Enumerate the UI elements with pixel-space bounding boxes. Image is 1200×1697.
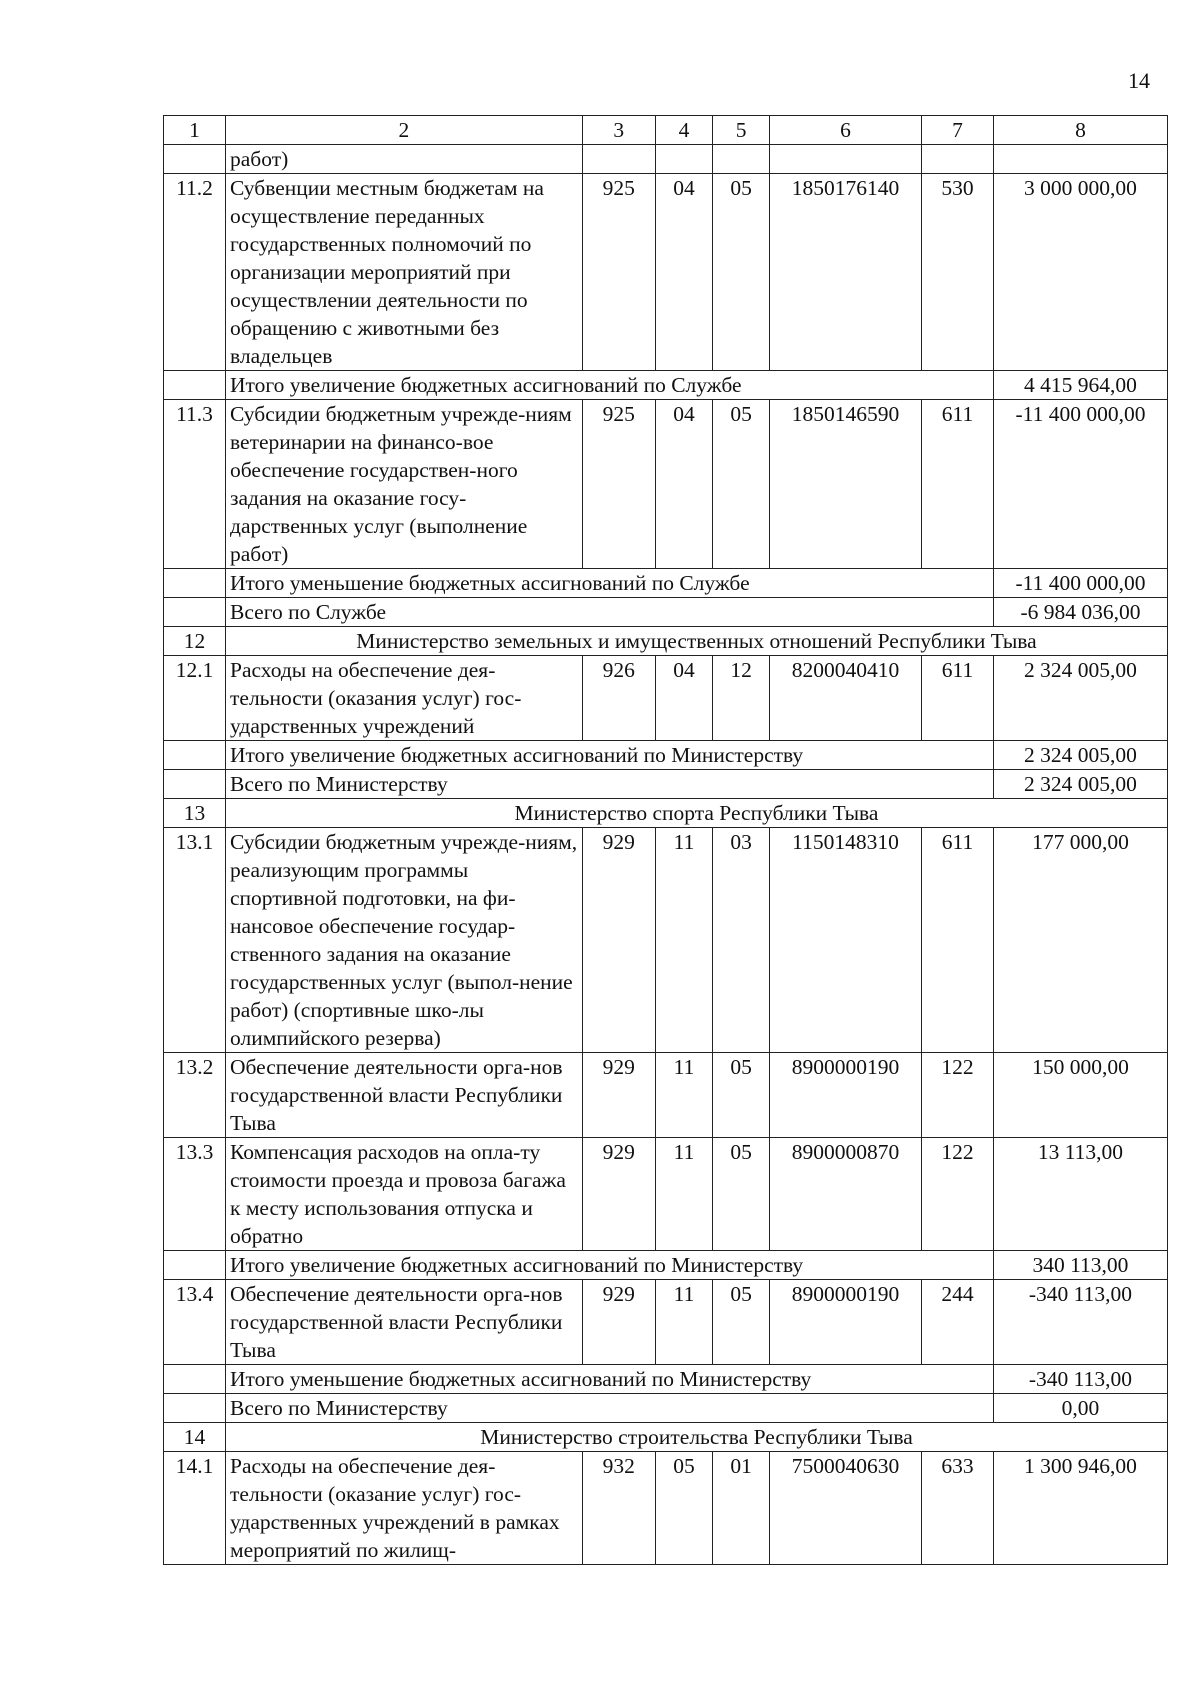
- row-amount: 177 000,00: [993, 828, 1167, 1053]
- row-col3: 929: [582, 1280, 655, 1365]
- total-label: Всего по Министерству: [226, 1394, 994, 1423]
- row-number: 11.2: [164, 174, 226, 371]
- header-cell: 8: [993, 116, 1167, 145]
- row-col7: 611: [922, 656, 994, 741]
- row-col3: 926: [582, 656, 655, 741]
- row-number: 11.3: [164, 400, 226, 569]
- row-col5: 05: [713, 1280, 770, 1365]
- table-row: [164, 1138, 1168, 1251]
- section-row: [164, 799, 1168, 828]
- total-amount: -340 113,00: [993, 1365, 1167, 1394]
- row-amount: -11 400 000,00: [993, 400, 1167, 569]
- section-title: Министерство спорта Республики Тыва: [226, 799, 1168, 828]
- row-col5: 05: [713, 400, 770, 569]
- table-row: [164, 1452, 1168, 1565]
- row-col6: 1850146590: [769, 400, 921, 569]
- row-amount: 2 324 005,00: [993, 656, 1167, 741]
- header-cell: 2: [226, 116, 583, 145]
- row-col7: 633: [922, 1452, 994, 1565]
- table-row: [164, 400, 1168, 569]
- row-col3: 929: [582, 1138, 655, 1251]
- total-row: [164, 741, 1168, 770]
- row-col5: 05: [713, 1138, 770, 1251]
- row-col6: 8900000190: [769, 1280, 921, 1365]
- row-amount: 150 000,00: [993, 1053, 1167, 1138]
- row-col6: 8200040410: [769, 656, 921, 741]
- total-amount: 340 113,00: [993, 1251, 1167, 1280]
- section-number: 13: [164, 799, 226, 828]
- row-number: 12.1: [164, 656, 226, 741]
- section-row: [164, 627, 1168, 656]
- table-row: [164, 174, 1168, 371]
- row-col4: 11: [655, 1138, 713, 1251]
- row-col3: 925: [582, 174, 655, 371]
- table-row: [164, 828, 1168, 1053]
- row-col4: 04: [655, 400, 713, 569]
- continuation-row: [164, 145, 1168, 174]
- row-col5: 03: [713, 828, 770, 1053]
- header-cell: 1: [164, 116, 226, 145]
- row-col6: 1150148310: [769, 828, 921, 1053]
- row-text: Субсидии бюджетным учрежде-ниям ветеринарии на финансо-вое обеспечение государствен-ного задания на оказание госу-дарственных услуг (выполнение работ): [226, 400, 583, 569]
- row-number: 13.1: [164, 828, 226, 1053]
- table-row: [164, 656, 1168, 741]
- header-cell: 4: [655, 116, 713, 145]
- row-col7: 244: [922, 1280, 994, 1365]
- total-label: Итого уменьшение бюджетных ассигнований по Службе: [226, 569, 994, 598]
- row-text: Расходы на обеспечение дея-тельности (оказание услуг) гос-ударственных учреждений в рамках мероприятий по жилищ-: [226, 1452, 583, 1565]
- row-col4: 04: [655, 174, 713, 371]
- header-row: [164, 116, 1168, 145]
- row-amount: 13 113,00: [993, 1138, 1167, 1251]
- section-number: 14: [164, 1423, 226, 1452]
- row-number: 13.2: [164, 1053, 226, 1138]
- table-row: [164, 1053, 1168, 1138]
- row-col4: 04: [655, 656, 713, 741]
- row-col6: 7500040630: [769, 1452, 921, 1565]
- row-text: работ): [226, 145, 583, 174]
- total-row: [164, 569, 1168, 598]
- total-row: [164, 598, 1168, 627]
- row-number: 13.4: [164, 1280, 226, 1365]
- total-amount: 0,00: [993, 1394, 1167, 1423]
- row-col7: 122: [922, 1053, 994, 1138]
- row-col3: 932: [582, 1452, 655, 1565]
- row-text: Обеспечение деятельности орга-нов государственной власти Республики Тыва: [226, 1280, 583, 1365]
- row-number: 14.1: [164, 1452, 226, 1565]
- total-label: Всего по Министерству: [226, 770, 994, 799]
- total-row: [164, 371, 1168, 400]
- row-text: Субсидии бюджетным учрежде-ниям, реализующим программы спортивной подготовки, на фи-нансовое обеспечение государ-ственного задания на оказание государственных услуг (выпол-нение работ) (спортивные шко-лы олимпийского резерва): [226, 828, 583, 1053]
- total-label: Итого увеличение бюджетных ассигнований по Службе: [226, 371, 994, 400]
- row-amount: -340 113,00: [993, 1280, 1167, 1365]
- row-col7: 122: [922, 1138, 994, 1251]
- row-amount: 1 300 946,00: [993, 1452, 1167, 1565]
- budget-table: [163, 115, 1168, 1565]
- total-row: [164, 1365, 1168, 1394]
- header-cell: 7: [922, 116, 994, 145]
- row-col3: 929: [582, 1053, 655, 1138]
- row-number: 13.3: [164, 1138, 226, 1251]
- row-col7: 611: [922, 400, 994, 569]
- row-text: Расходы на обеспечение дея-тельности (оказания услуг) гос-ударственных учреждений: [226, 656, 583, 741]
- total-amount: -11 400 000,00: [993, 569, 1167, 598]
- section-title: Министерство строительства Республики Тыва: [226, 1423, 1168, 1452]
- row-col4: 05: [655, 1452, 713, 1565]
- total-label: Итого уменьшение бюджетных ассигнований по Министерству: [226, 1365, 994, 1394]
- total-label: Итого увеличение бюджетных ассигнований по Министерству: [226, 1251, 994, 1280]
- total-amount: 2 324 005,00: [993, 770, 1167, 799]
- row-col5: 05: [713, 1053, 770, 1138]
- row-col6: 8900000870: [769, 1138, 921, 1251]
- total-label: Всего по Службе: [226, 598, 994, 627]
- table-row: [164, 1280, 1168, 1365]
- row-col4: 11: [655, 1053, 713, 1138]
- row-col4: 11: [655, 828, 713, 1053]
- row-col7: 530: [922, 174, 994, 371]
- total-amount: 2 324 005,00: [993, 741, 1167, 770]
- header-cell: 6: [769, 116, 921, 145]
- total-row: [164, 1251, 1168, 1280]
- header-cell: 5: [713, 116, 770, 145]
- row-col7: 611: [922, 828, 994, 1053]
- total-amount: 4 415 964,00: [993, 371, 1167, 400]
- page-number: 14: [1128, 68, 1150, 93]
- section-number: 12: [164, 627, 226, 656]
- total-label: Итого увеличение бюджетных ассигнований по Министерству: [226, 741, 994, 770]
- section-row: [164, 1423, 1168, 1452]
- row-col6: 1850176140: [769, 174, 921, 371]
- row-text: Обеспечение деятельности орга-нов государственной власти Республики Тыва: [226, 1053, 583, 1138]
- row-text: Субвенции местным бюджетам на осуществление переданных государственных полномочий по организации мероприятий при осуществлении деятельности по обращению с животными без владельцев: [226, 174, 583, 371]
- header-cell: 3: [582, 116, 655, 145]
- row-col5: 05: [713, 174, 770, 371]
- total-row: [164, 1394, 1168, 1423]
- row-amount: 3 000 000,00: [993, 174, 1167, 371]
- row-text: Компенсация расходов на опла-ту стоимости проезда и провоза багажа к месту использования отпуска и обратно: [226, 1138, 583, 1251]
- row-col6: 8900000190: [769, 1053, 921, 1138]
- total-row: [164, 770, 1168, 799]
- row-col3: 929: [582, 828, 655, 1053]
- row-col5: 01: [713, 1452, 770, 1565]
- row-col3: 925: [582, 400, 655, 569]
- total-amount: -6 984 036,00: [993, 598, 1167, 627]
- row-col4: 11: [655, 1280, 713, 1365]
- section-title: Министерство земельных и имущественных отношений Республики Тыва: [226, 627, 1168, 656]
- row-col5: 12: [713, 656, 770, 741]
